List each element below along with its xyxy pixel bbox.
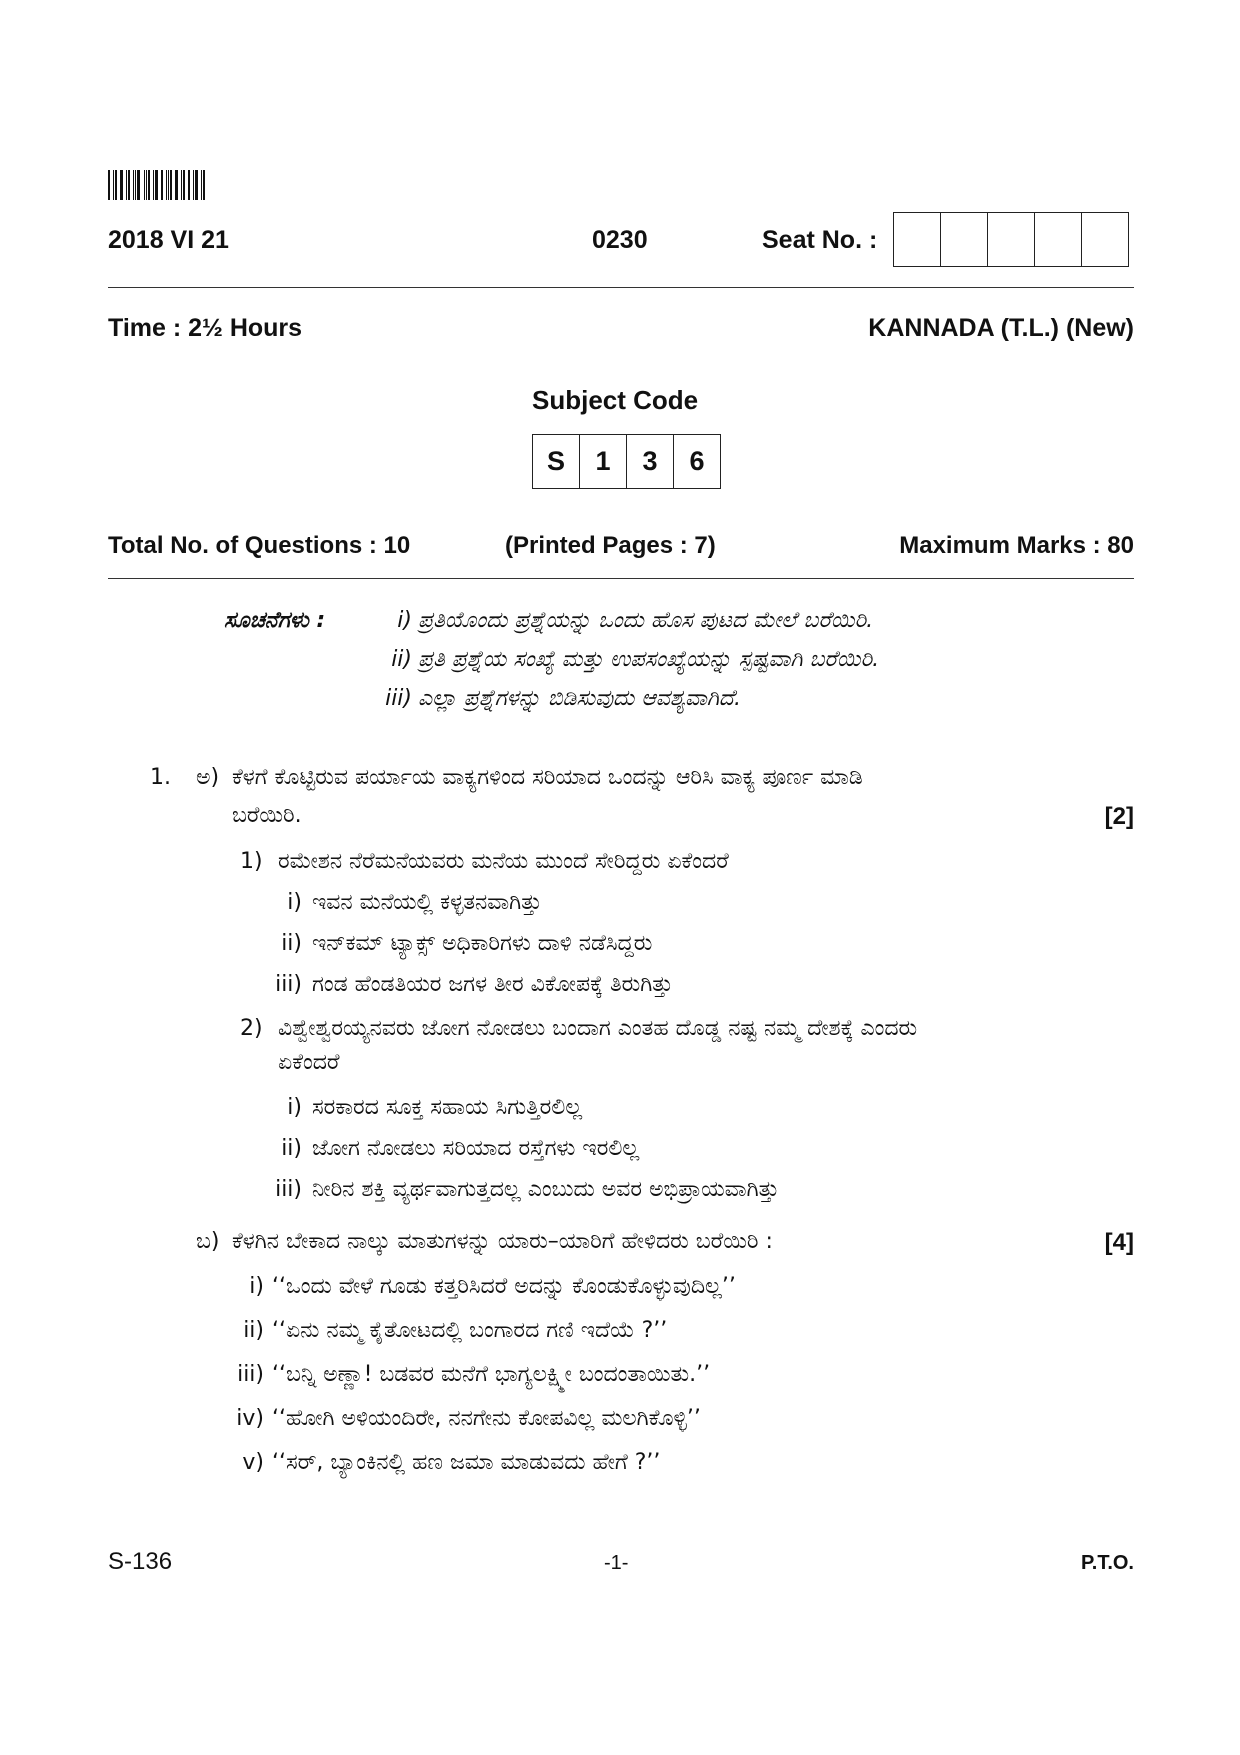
instruction-number: ii) bbox=[391, 647, 412, 672]
question-text: ಕೆಳಗಿನ ಬೇಕಾದ ನಾಲ್ಕು ಮಾತುಗಳನ್ನು ಯಾರು–ಯಾರಿಗೆ ಹೇಳಿದರು ಬರೆಯಿರಿ : bbox=[232, 1229, 773, 1254]
total-questions: Total No. of Questions : 10 bbox=[108, 532, 411, 559]
option-number: ii) bbox=[243, 1318, 264, 1343]
seat-number-box[interactable] bbox=[1035, 213, 1082, 266]
option-number: iv) bbox=[236, 1406, 264, 1431]
instruction-text: ಎಲ್ಲಾ ಪ್ರಶ್ನೆಗಳನ್ನು ಬಿಡಿಸುವುದು ಆವಶ್ಯವಾಗಿದೆ. bbox=[418, 686, 741, 711]
subject-code-char: 6 bbox=[689, 446, 705, 476]
page-number: -1- bbox=[604, 1552, 629, 1574]
option-text: ಗಂಡ ಹೆಂಡತಿಯರ ಜಗಳ ತೀರ ವಿಕೋಪಕ್ಕೆ ತಿರುಗಿತ್ತು bbox=[312, 972, 673, 997]
section-label: ಅ) bbox=[196, 765, 220, 790]
sub-question-text: ವಿಶ್ವೇಶ್ವರಯ್ಯನವರು ಜೋಗ ನೋಡಲು ಬಂದಾಗ ಎಂತಹ ದೊಡ್ಡ ನಷ್ಟ ನಮ್ಮ ದೇಶಕ್ಕೆ ಎಂದರು bbox=[278, 1016, 918, 1041]
question-text: ಕೆಳಗೆ ಕೊಟ್ಟಿರುವ ಪರ್ಯಾಯ ವಾಕ್ಯಗಳಿಂದ ಸರಿಯಾದ ಒಂದನ್ನು ಆರಿಸಿ ವಾಕ್ಯ ಪೂರ್ಣ ಮಾಡಿ bbox=[232, 765, 863, 790]
instruction-number: iii) bbox=[385, 686, 412, 711]
footer-paper-code: S-136 bbox=[108, 1548, 173, 1575]
option-number: ii) bbox=[281, 931, 302, 956]
please-turn-over: P.T.O. bbox=[1081, 1552, 1134, 1574]
option-number: ii) bbox=[281, 1136, 302, 1161]
option-number: i) bbox=[287, 1095, 302, 1120]
printed-pages: (Printed Pages : 7) bbox=[505, 532, 716, 559]
maximum-marks: Maximum Marks : 80 bbox=[899, 532, 1134, 559]
subject-code-boxes bbox=[532, 434, 721, 489]
time-allowed: Time : 2½ Hours bbox=[108, 314, 303, 342]
option-number: iii) bbox=[237, 1362, 264, 1387]
option-text: ಇವನ ಮನೆಯಲ್ಲಿ ಕಳ್ಳತನವಾಗಿತ್ತು bbox=[312, 890, 542, 915]
section-label: ಬ) bbox=[196, 1229, 220, 1254]
option-number: iii) bbox=[275, 972, 302, 997]
option-number: v) bbox=[242, 1450, 264, 1475]
option-text: ನೀರಿನ ಶಕ್ತಿ ವ್ಯರ್ಥವಾಗುತ್ತದಲ್ಲ ಎಂಬುದು ಅವರ ಅಭಿಪ್ರಾಯವಾಗಿತ್ತು bbox=[312, 1177, 780, 1202]
seat-number-box[interactable] bbox=[1082, 213, 1128, 266]
option-text: ‘‘ಒಂದು ವೇಳೆ ಗೂಡು ಕತ್ತರಿಸಿದರೆ ಅದನ್ನು ಕೊಂಡುಕೊಳ್ಳುವುದಿಲ್ಲ’’ bbox=[272, 1274, 736, 1299]
subject-code-char: 3 bbox=[627, 435, 674, 488]
subject-code-char: 1 bbox=[580, 435, 627, 488]
option-text: ಇನ್‌ಕಮ್ ಟ್ಯಾಕ್ಸ್ ಅಧಿಕಾರಿಗಳು ದಾಳಿ ನಡೆಸಿದ್ದರು bbox=[312, 931, 653, 956]
seat-number-box[interactable] bbox=[988, 213, 1035, 266]
option-text: ‘‘ಸರ್, ಬ್ಯಾಂಕಿನಲ್ಲಿ ಹಣ ಜಮಾ ಮಾಡುವದು ಹೇಗೆ ?’’ bbox=[272, 1450, 661, 1475]
instruction-number: i) bbox=[397, 608, 412, 633]
option-text: ‘‘ಹೋಗಿ ಅಳಿಯಂದಿರೇ, ನನಗೇನು ಕೋಪವಿಲ್ಲ ಮಲಗಿಕೊಳ್ಳಿ’’ bbox=[272, 1406, 701, 1431]
sub-question-number: 1) bbox=[240, 849, 263, 874]
subject-code-char: S bbox=[533, 435, 580, 488]
paper-code: 0230 bbox=[592, 226, 648, 254]
seat-number-label: Seat No. : bbox=[762, 226, 878, 254]
option-number: i) bbox=[249, 1274, 264, 1299]
option-number: iii) bbox=[275, 1177, 302, 1202]
question-number: 1. bbox=[150, 765, 171, 790]
option-text: ಜೋಗ ನೋಡಲು ಸರಿಯಾದ ರಸ್ತೆಗಳು ಇರಲಿಲ್ಲ bbox=[312, 1136, 640, 1161]
option-number: i) bbox=[287, 890, 302, 915]
seat-number-boxes[interactable] bbox=[893, 212, 1129, 267]
subject-code-label: Subject Code bbox=[532, 385, 699, 415]
option-text: ಸರಕಾರದ ಸೂಕ್ತ ಸಹಾಯ ಸಿಗುತ್ತಿರಲಿಲ್ಲ bbox=[312, 1095, 583, 1120]
marks-label: [4] bbox=[1104, 1229, 1134, 1256]
subject-title: KANNADA (T.L.) (New) bbox=[868, 314, 1134, 342]
instruction-text: ಪ್ರತಿ ಪ್ರಶ್ನೆಯ ಸಂಖ್ಯೆ ಮತ್ತು ಉಪಸಂಖ್ಯೆಯನ್ನು ಸ್ಪಷ್ಟವಾಗಿ ಬರೆಯಿರಿ. bbox=[418, 647, 880, 672]
option-text: ‘‘ಬನ್ನಿ ಅಣ್ಣಾ! ಬಡವರ ಮನೆಗೆ ಭಾಗ್ಯಲಕ್ಷ್ಮೀ ಬಂದಂತಾಯಿತು.’’ bbox=[272, 1362, 711, 1387]
sub-question-number: 2) bbox=[240, 1016, 263, 1041]
barcode-image bbox=[108, 170, 248, 200]
marks-label: [2] bbox=[1104, 803, 1134, 830]
instructions-label: ಸೂಚನೆಗಳು : bbox=[224, 608, 326, 633]
seat-number-box[interactable] bbox=[941, 213, 988, 266]
seat-number-box[interactable] bbox=[894, 213, 941, 266]
instruction-text: ಪ್ರತಿಯೊಂದು ಪ್ರಶ್ನೆಯನ್ನು ಒಂದು ಹೊಸ ಪುಟದ ಮೇಲೆ ಬರೆಯಿರಿ. bbox=[418, 608, 874, 633]
exam-code: 2018 VI 21 bbox=[108, 226, 229, 254]
header-divider bbox=[108, 287, 1134, 288]
option-text: ‘‘ಏನು ನಮ್ಮ ಕೈತೋಟದಲ್ಲಿ ಬಂಗಾರದ ಗಣಿ ಇದೆಯೆ ?’’ bbox=[272, 1318, 668, 1343]
header-divider bbox=[108, 578, 1134, 579]
question-text: ಬರೆಯಿರಿ. bbox=[232, 803, 302, 828]
sub-question-text: ರಮೇಶನ ನೆರೆಮನೆಯವರು ಮನೆಯ ಮುಂದೆ ಸೇರಿದ್ದರು ಏಕೆಂದರೆ bbox=[278, 849, 729, 874]
sub-question-text: ಏಕೆಂದರೆ bbox=[278, 1050, 340, 1075]
